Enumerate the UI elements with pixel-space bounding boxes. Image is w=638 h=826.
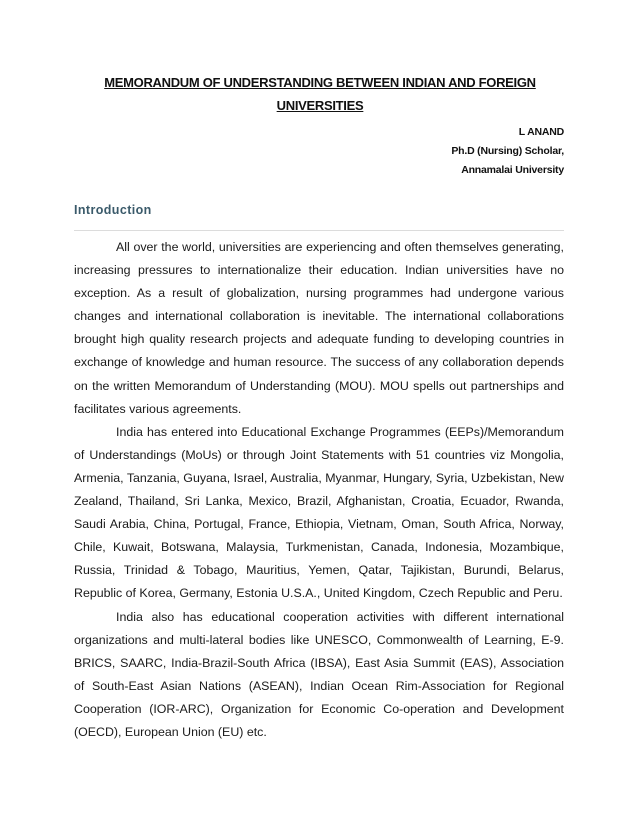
title-line-1: MEMORANDUM OF UNDERSTANDING BETWEEN INDIAN AND FOREIGN xyxy=(104,75,536,90)
paragraph: India also has educational cooperation activities with different international organizations and multi-lateral bodies like UNESCO, Commonwealth of Learning, E-9. BRICS, SAARC, India-Brazil-South Africa (IBSA), East Asia Summit (EAS), Association of South-East Asian Nations (ASEAN), Indian Ocean Rim-Association for Regional Cooperation (IOR-ARC), Organization for Economic Co-operation and Development (OECD), European Union (EU) etc. xyxy=(74,609,564,739)
section-divider xyxy=(74,230,564,231)
paragraph: All over the world, universities are experiencing and often themselves generating, increasing pressures to internationalize their education. Indian universities have no exception. As a result of globalization, nursing programmes had undergone various changes and international collaboration is inevitable. The international collaborations brought high quality research projects and adequate funding to developing countries in exchange of knowledge and human resource. The success of any collaboration depends on the written Memorandum of Understanding (MOU). MOU spells out partnerships and facilitates various agreements. xyxy=(74,240,564,416)
document-title xyxy=(74,71,566,117)
author-affiliation: Annamalai University xyxy=(461,164,564,176)
section-heading: Introduction xyxy=(74,203,152,217)
author-name: L ANAND xyxy=(518,126,564,138)
paragraph: India has entered into Educational Exchange Programmes (EEPs)/Memorandum of Understandings (MoUs) or through Joint Statements with 51 countries viz Mongolia, Armenia, Tanzania, Guyana, Israel, Australia, Myanmar, Hungary, Syria, Uzbekistan, New Zealand, Thailand, Sri Lanka, Mexico, Brazil, Afghanistan, Croatia, Ecuador, Rwanda, Saudi Arabia, China, Portugal, France, Ethiopia, Vietnam, Oman, South Africa, Norway, Chile, Kuwait, Botswana, Malaysia, Turkmenistan, Canada, Indonesia, Mozambique, Russia, Trinidad & Tobago, Mauritius, Yemen, Qatar, Tajikistan, Burundi, Belarus, Republic of Korea, Germany, Estonia U.S.A., United Kingdom, Czech Republic and Peru. xyxy=(74,424,564,601)
title-line-2: UNIVERSITIES xyxy=(276,98,364,113)
author-block xyxy=(451,123,564,180)
author-role: Ph.D (Nursing) Scholar, xyxy=(451,145,564,157)
body-text xyxy=(74,236,564,744)
